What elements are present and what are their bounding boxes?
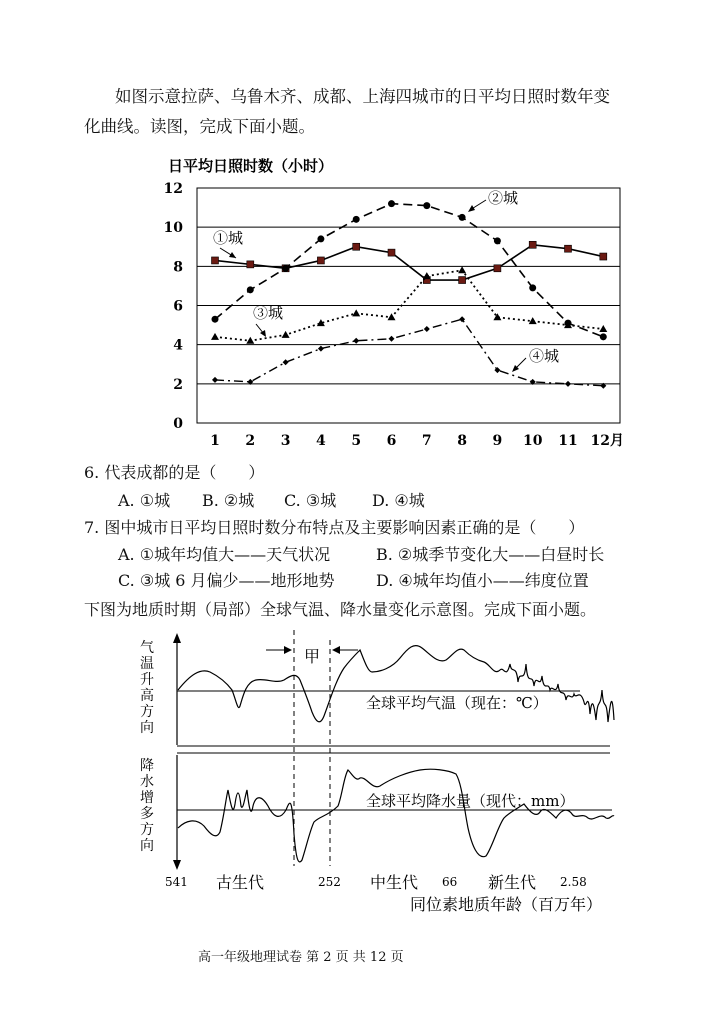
era-mesozoic: 中生代 [370, 873, 419, 892]
label-city4: ④城 [529, 347, 560, 365]
jia-left-arrow-head [284, 646, 292, 654]
jia-label: 甲 [304, 647, 321, 666]
chart1-x-tick-label: 11 [558, 433, 578, 449]
page-footer: 高一年级地理试卷 第 2 页 共 12 页 [198, 950, 404, 965]
temp-axis-label [140, 640, 154, 736]
chart2-x-label: 同位素地质年龄（百万年） [410, 895, 603, 914]
label-city2: ②城 [488, 189, 519, 207]
temp-axis-char: 向 [140, 720, 154, 736]
temp-axis-char: 气 [140, 640, 154, 656]
chart1-y-tick-label: 4 [173, 337, 183, 354]
precip-axis-char: 降 [140, 758, 154, 774]
chart1-x-tick-label: 10 [522, 433, 543, 449]
chart1-y-tick-label: 6 [173, 298, 183, 315]
age-252: 252 [318, 875, 341, 889]
chart1-y-tick-label: 2 [173, 376, 183, 393]
q7-stem: 7. 图中城市日平均日照时数分布特点及主要影响因素正确的是（ ） [84, 518, 585, 537]
age-541: 541 [165, 875, 188, 889]
chart1-title: 日平均日照时数（小时） [168, 157, 334, 175]
temp-axis-char: 方 [140, 704, 154, 720]
chart1-x-tick-label-last: 12月 [590, 433, 625, 449]
age-66: 66 [442, 875, 458, 889]
precip-axis-char: 水 [140, 774, 154, 790]
q6-stem: 6. 代表成都的是（ ） [84, 463, 265, 482]
temp-axis-arrow-head [173, 633, 181, 643]
era-cenozoic: 新生代 [488, 873, 537, 892]
precipitation-curve [178, 769, 614, 862]
temp-axis-char: 升 [140, 672, 154, 688]
chart1-x-tick-label: 2 [245, 433, 256, 449]
precip-axis-char: 增 [140, 790, 154, 806]
intro-line-1: 如图示意拉萨、乌鲁木齐、成都、上海四城市的日平均日照时数年变 [115, 87, 610, 106]
q6-option-d[interactable]: D. ④城 [372, 491, 425, 510]
q6-option-c[interactable]: C. ③城 [284, 491, 337, 510]
temp-axis-char: 高 [140, 688, 154, 704]
temp-reference-label: 全球平均气温（现在：℃） [366, 694, 548, 712]
label-city1: ①城 [213, 229, 244, 247]
chart1-x-tick-label: 8 [457, 433, 467, 449]
precip-axis-char: 方 [140, 822, 154, 838]
chart1-x-tick-label: 3 [280, 433, 291, 449]
era-paleozoic: 古生代 [216, 873, 265, 892]
chart1-x-tick-label: 5 [351, 433, 362, 449]
chart1-x-tick-label: 6 [386, 433, 397, 449]
precip-axis-arrow-head [173, 860, 181, 870]
jia-right-arrow-head [332, 646, 340, 654]
precip-reference-label: 全球平均降水量（现代：mm） [366, 792, 575, 810]
age-2-58: 2.58 [560, 875, 587, 889]
q7-option-d[interactable]: D. ④城年均值小——纬度位置 [376, 571, 589, 590]
chart1-x-tick-label: 4 [316, 433, 326, 449]
q7-option-c[interactable]: C. ③城 6 月偏少——地形地势 [118, 571, 335, 590]
chart1-y-tick-label: 8 [173, 259, 183, 276]
q7-option-b[interactable]: B. ②城季节变化大——白昼时长 [376, 545, 605, 564]
chart1-y-tick-label: 10 [163, 220, 183, 237]
chart1-y-tick-label: 0 [173, 416, 183, 432]
intro-line-2: 化曲线。读图，完成下面小题。 [84, 117, 315, 136]
chart1-y-tick-label: 12 [163, 181, 183, 197]
q7-option-a[interactable]: A. ①城年均值大——天气状况 [118, 545, 331, 564]
q6-option-b[interactable]: B. ②城 [202, 491, 255, 510]
label-city3: ③城 [253, 304, 284, 322]
intro2: 下图为地质时期（局部）全球气温、降水量变化示意图。完成下面小题。 [84, 600, 597, 619]
chart1-x-tick-label: 1 [210, 433, 220, 449]
precip-axis-char: 多 [140, 806, 154, 822]
precip-axis-label [140, 758, 154, 854]
temp-axis-char: 温 [140, 656, 154, 672]
precip-axis-char: 向 [140, 838, 154, 854]
chart1-x-tick-label: 9 [492, 433, 503, 449]
q6-option-a[interactable]: A. ①城 [118, 491, 171, 510]
chart1-x-tick-label: 7 [421, 433, 432, 449]
